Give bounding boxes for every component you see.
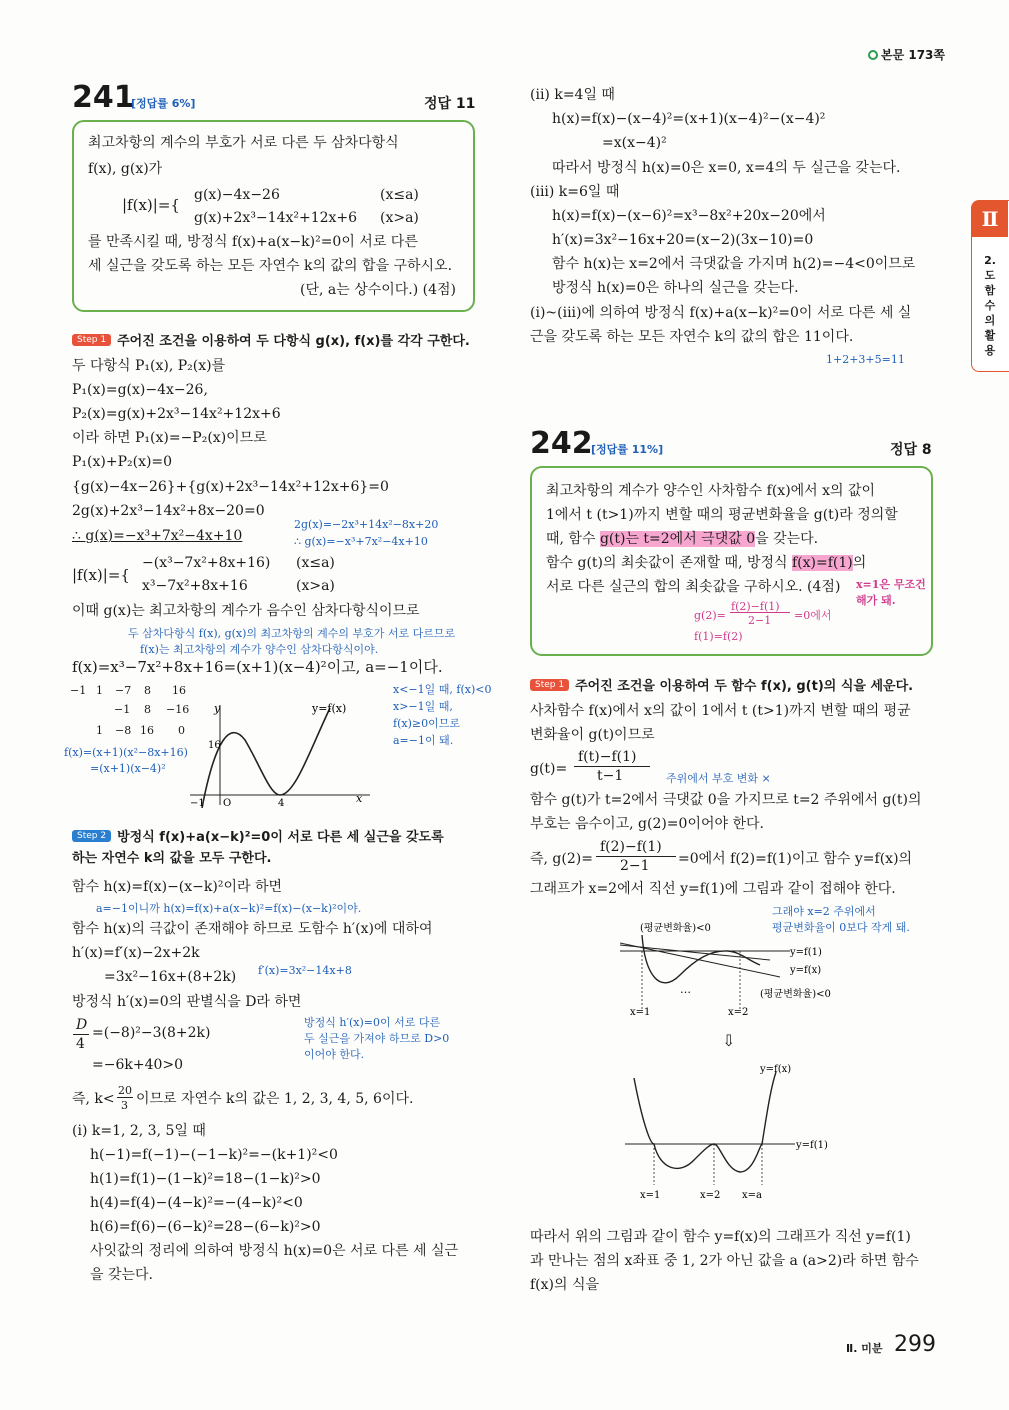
p241-s2-line: 을 갖는다. xyxy=(90,1267,153,1283)
step-title: 주어진 조건을 이용하여 두 함수 f(x), g(t)의 식을 세운다. xyxy=(575,679,914,694)
p241-step1-header xyxy=(72,330,470,349)
p242-s1-line: 사차함수 f(x)에서 x의 값이 1에서 t (t>1)까지 변할 때의 평균 xyxy=(530,703,911,719)
graph-241-fx xyxy=(180,700,380,810)
g1-tick-m1: −1 xyxy=(190,798,205,809)
synth-cell: 0 xyxy=(178,724,185,737)
p241-s1-line: 이라 하면 P₁(x)=−P₂(x)이므로 xyxy=(72,430,267,446)
p242-problem-line: 최고차항의 계수가 양수인 사차함수 f(x)에서 x의 값이 xyxy=(546,483,876,499)
circle-bullet-icon xyxy=(868,50,878,60)
p242-problem-highlight: f(x)=f(1) xyxy=(792,555,853,571)
p242-step1-header xyxy=(530,675,913,694)
fig1-left-label: (평균변화율)<0 xyxy=(640,923,711,934)
p242-problem-note: f(1)=f(2) xyxy=(694,630,743,643)
p242-s1-line: g(t)= xyxy=(530,761,568,777)
p241-s2-line: h(−1)=f(−1)−(−1−k)²=−(k+1)²<0 xyxy=(90,1147,338,1163)
p242-s1-line: 과 만나는 점의 x좌표 중 1, 2가 아닌 값을 a (a>2)라 하면 함수 xyxy=(530,1253,919,1269)
synth-cell: −7 xyxy=(115,684,132,697)
p241-s1-line: |f(x)|={ xyxy=(72,566,130,584)
p242-problem-note: x=1은 무조건 xyxy=(856,578,926,591)
step-title: 주어진 조건을 이용하여 두 다항식 g(x), f(x)를 각각 구한다. xyxy=(117,334,470,349)
p241-s1-line: −(x³−7x²+8x+16) xyxy=(142,555,271,571)
step-title-2: 하는 자연수 k의 값을 모두 구한다. xyxy=(72,851,272,866)
synth-cell: −1 xyxy=(114,703,131,716)
footer-section: Ⅱ. 미분 xyxy=(846,1342,883,1355)
synth-cell: 1 xyxy=(96,724,103,737)
p241-s2-line: h(6)=f(6)−(6−k)²=28−(6−k)²>0 xyxy=(90,1219,321,1235)
p241-s2-line: h′(x)=f′(x)−2x+2k xyxy=(72,945,200,961)
p241-r-line: h(x)=f(x)−(x−4)²=(x+1)(x−4)²−(x−4)² xyxy=(552,111,826,127)
header-ref: 본문 173쪽 xyxy=(868,46,945,64)
p241-s2-line: 즉, k< xyxy=(72,1091,115,1107)
p241-s2-line: 이므로 자연수 k의 값은 1, 2, 3, 4, 5, 6이다. xyxy=(136,1091,414,1107)
synth-cell: −8 xyxy=(115,724,132,737)
fig2-yf1-label: y=f(1) xyxy=(796,1140,828,1151)
synth-cell: 16 xyxy=(172,684,186,697)
p241-s1-note: x<−1일 때, f(x)<0 xyxy=(393,683,492,696)
synth-note: f(x)=(x+1)(x²−8x+16) xyxy=(64,746,188,759)
chapter-title: 2.도함수의활용 xyxy=(984,254,996,357)
p241-r-line: h′(x)=3x²−16x+20=(x−2)(3x−10)=0 xyxy=(552,232,814,248)
synth-cell: 16 xyxy=(140,724,154,737)
p241-s2-frac-num: 20 xyxy=(118,1084,132,1097)
p241-s2-frac-num: D xyxy=(76,1017,88,1033)
p241-s2-note: 방정식 h′(x)=0이 서로 다른 xyxy=(304,1016,441,1029)
fig1-dots: … xyxy=(680,983,691,996)
p241-problem-line: (단, a는 상수이다.) (4점) xyxy=(300,282,457,298)
p241-s1-note: ∴ g(x)=−x³+7x²−4x+10 xyxy=(294,535,428,548)
p242-s1-line: f(x)의 식을 xyxy=(530,1277,600,1293)
p242-problem-seg: 의 xyxy=(852,555,867,571)
p241-s1-note: x>−1일 때, xyxy=(393,700,453,713)
step-badge: Step 2 xyxy=(72,830,111,842)
p241-s2-line: h(1)=f(1)−(1−k)²=18−(1−k)²>0 xyxy=(90,1171,321,1187)
synth-cell: 8 xyxy=(144,703,151,716)
p241-r-note: 1+2+3+5=11 xyxy=(826,353,905,366)
p242-problem-line xyxy=(546,530,818,548)
p241-s2-line: 함수 h(x)의 극값이 존재해야 하므로 도함수 h′(x)에 대하여 xyxy=(72,921,433,937)
p242-s1-frac-num: f(2)−f(1) xyxy=(600,839,662,855)
p241-problem-line: 세 실근을 갖도록 하는 모든 자연수 k의 값의 합을 구하시오. xyxy=(88,258,453,274)
synth-cell: −1 xyxy=(70,684,87,697)
p241-r-line: 함수 h(x)는 x=2에서 극댓값을 가지며 h(2)=−4<0이므로 xyxy=(552,256,916,272)
p241-s2-line: 함수 h(x)=f(x)−(x−k)²이라 하면 xyxy=(72,879,282,895)
p242-s1-frac-num: f(t)−f(1) xyxy=(578,749,637,765)
p241-problem-line: f(x), g(x)가 xyxy=(88,161,163,177)
p242-problem-highlight: g(t)는 t=2에서 극댓값 0 xyxy=(599,531,756,547)
p241-r-line: =x(x−4)² xyxy=(602,135,667,151)
synth-cell: 1 xyxy=(96,684,103,697)
figure-242-tangent xyxy=(620,915,850,1020)
p242-s1-line: 부호는 음수이고, g(2)=0이어야 한다. xyxy=(530,816,764,832)
p241-r-line: (i)~(iii)에 의하여 방정식 f(x)+a(x−k)²=0이 서로 다른 세 실 xyxy=(530,305,912,321)
p241-s2-line: =3x²−16x+(8+2k) xyxy=(104,969,237,985)
g1-tick-16: 16 xyxy=(208,740,221,751)
p241-r-line: h(x)=f(x)−(x−6)²=x³−8x²+20x−20에서 xyxy=(552,208,826,224)
p242-s1-note: 평균변화율이 0보다 작게 돼. xyxy=(772,921,910,934)
p242-problem-note: 해가 돼. xyxy=(856,594,896,607)
chapter-roman: Ⅱ xyxy=(972,201,1008,237)
page-number: 299 xyxy=(894,1332,936,1357)
g1-fn-label: y=f(x) xyxy=(312,702,347,715)
p242-problem-note: g(2)= xyxy=(694,609,726,622)
chapter-side-tab xyxy=(971,200,1009,372)
p241-s1-line: P₂(x)=g(x)+2x³−14x²+12x+6 xyxy=(72,406,281,422)
p241-r-line: 근을 갖도록 하는 모든 자연수 k의 값의 합은 11이다. xyxy=(530,329,854,345)
p242-problem-line: 서로 다른 실근의 합의 최솟값을 구하시오. (4점) xyxy=(546,579,841,595)
p241-s1-line: 이때 g(x)는 최고차항의 계수가 음수인 삼차다항식이므로 xyxy=(72,603,420,619)
problem-242-rate: [정답률 11%] xyxy=(591,443,664,456)
p242-s1-line: 따라서 위의 그림과 같이 함수 y=f(x)의 그래프가 직선 y=f(1) xyxy=(530,1229,911,1245)
p241-problem-line: g(x)−4x−26 xyxy=(194,187,280,203)
synth-note: =(x+1)(x−4)² xyxy=(90,762,166,775)
p241-s1-line: P₁(x)+P₂(x)=0 xyxy=(72,454,173,470)
p242-s1-line: 즉, g(2)= xyxy=(530,851,593,867)
p241-s2-frac-den: 3 xyxy=(121,1099,128,1112)
fig2-x2-label: x=2 xyxy=(700,1190,721,1201)
step-badge: Step 1 xyxy=(530,679,569,691)
step-badge: Step 1 xyxy=(72,334,111,346)
figure-242-graph xyxy=(620,1060,850,1205)
p241-s1-line: P₁(x)=g(x)−4x−26, xyxy=(72,382,208,398)
p242-problem-note: =0에서 xyxy=(794,609,832,622)
p241-s1-line: f(x)=x³−7x²+8x+16=(x+1)(x−4)²이고, a=−1이다. xyxy=(72,658,443,676)
problem-241-answer: 정답 11 xyxy=(424,96,476,112)
p242-s1-line: 함수 g(t)가 t=2에서 극댓값 0을 가지므로 t=2 주위에서 g(t)의 xyxy=(530,792,922,808)
g1-tick-4: 4 xyxy=(278,798,285,809)
fig2-yfx-label: y=f(x) xyxy=(760,1064,792,1075)
p242-s1-note: 그래야 x=2 주위에서 xyxy=(772,905,876,918)
g1-origin: O xyxy=(223,798,232,809)
fig1-yfx-label: y=f(x) xyxy=(790,965,822,976)
p241-s2-note: 두 실근을 가져야 하므로 D>0 xyxy=(304,1032,450,1045)
p242-s1-note: 주위에서 부호 변화 × xyxy=(666,772,771,785)
fig2-xa-label: x=a xyxy=(742,1190,762,1201)
p241-s2-line: =(−8)²−3(8+2k) xyxy=(92,1025,211,1041)
p241-s1-note: f(x)≥0이므로 xyxy=(393,717,460,730)
p241-s2-frac-den: 4 xyxy=(76,1036,85,1052)
p241-s1-line: (x≤a) xyxy=(296,555,335,571)
p242-problem-line xyxy=(546,554,866,572)
p241-s2-line: h(4)=f(4)−(4−k)²=−(4−k)²<0 xyxy=(90,1195,303,1211)
p241-s1-note: 두 삼차다항식 f(x), g(x)의 최고차항의 계수의 부호가 서로 다르므로 xyxy=(128,627,456,640)
p241-s1-line: 두 다항식 P₁(x), P₂(x)를 xyxy=(72,358,226,374)
p241-s1-note: 2g(x)=−2x³+14x²−8x+20 xyxy=(294,518,439,531)
p241-s1-note: a=−1이 돼. xyxy=(393,734,454,747)
synth-cell: 8 xyxy=(144,684,151,697)
problem-242-number: 242 xyxy=(530,426,593,461)
p242-problem-note: 2−1 xyxy=(748,614,772,627)
problem-242-answer: 정답 8 xyxy=(890,442,932,458)
p242-s1-line: =0에서 f(2)=f(1)이고 함수 y=f(x)의 xyxy=(678,851,913,867)
p241-s1-line: (x>a) xyxy=(296,578,335,594)
p241-problem-line: g(x)+2x³−14x²+12x+6 xyxy=(194,210,358,226)
p242-problem-seg: 함수 g(t)의 최솟값이 존재할 때, 방정식 xyxy=(546,555,792,571)
g1-y-label: y xyxy=(214,702,221,715)
p241-s1-note: f(x)는 최고차항의 계수가 양수인 삼차다항식이야. xyxy=(140,643,379,656)
p241-s2-line: 사잇값의 정리에 의하여 방정식 h(x)=0은 서로 다른 세 실근 xyxy=(90,1243,459,1259)
p242-s1-line: 변화율이 g(t)이므로 xyxy=(530,727,655,743)
p242-problem-line: 1에서 t (t>1)까지 변할 때의 평균변화율을 g(t)라 정의할 xyxy=(546,507,898,523)
p242-problem-seg: 때, 함수 xyxy=(546,531,600,547)
p241-s2-line: (i) k=1, 2, 3, 5일 때 xyxy=(72,1123,206,1139)
synth-cell: −16 xyxy=(166,703,190,716)
fig1-x1-label: x=1 xyxy=(630,1007,651,1018)
problem-241-number: 241 xyxy=(72,80,135,115)
p242-s1-frac-den: t−1 xyxy=(597,768,624,784)
p241-s2-note: a=−1이니까 h(x)=f(x)+a(x−k)²=f(x)−(x−k)²이야. xyxy=(96,902,362,915)
p241-s2-line: =−6k+40>0 xyxy=(92,1057,184,1073)
p241-s1-line: x³−7x²+8x+16 xyxy=(142,578,248,594)
p241-r-line: 방정식 h(x)=0은 하나의 실근을 갖는다. xyxy=(552,280,799,296)
g1-x-label: x xyxy=(356,792,363,805)
fig1-x2-label: x=2 xyxy=(728,1007,749,1018)
fig1-yf1-label: y=f(1) xyxy=(790,947,822,958)
p241-s2-note: f′(x)=3x²−14x+8 xyxy=(258,964,352,977)
down-arrow-icon: ⇩ xyxy=(722,1031,736,1050)
p241-s2-note: 이어야 한다. xyxy=(304,1048,365,1061)
p241-step2-header xyxy=(72,826,444,845)
p242-problem-seg: 을 갖는다. xyxy=(755,531,819,547)
p242-s1-frac-den: 2−1 xyxy=(620,858,650,874)
p241-s2-line: 방정식 h′(x)=0의 판별식을 D라 하면 xyxy=(72,994,302,1010)
p242-problem-note: f(2)−f(1) xyxy=(731,600,780,613)
p241-problem-line: 최고차항의 계수의 부호가 서로 다른 두 삼차다항식 xyxy=(88,135,399,151)
p241-s1-line: {g(x)−4x−26}+{g(x)+2x³−14x²+12x+6}=0 xyxy=(72,479,389,495)
p241-r-line: (ii) k=4일 때 xyxy=(530,87,615,103)
fig1-right-label: (평균변화율)<0 xyxy=(760,989,831,1000)
p241-problem-line: |f(x)|={ xyxy=(122,196,180,214)
p242-s1-line: 그래프가 x=2에서 직선 y=f(1)에 그림과 같이 접해야 한다. xyxy=(530,881,896,897)
p241-problem-line: (x>a) xyxy=(380,210,419,226)
p241-s1-line: 2g(x)+2x³−14x²+8x−20=0 xyxy=(72,503,265,519)
p241-r-line: (iii) k=6일 때 xyxy=(530,184,620,200)
step-title: 방정식 f(x)+a(x−k)²=0이 서로 다른 세 실근을 갖도록 xyxy=(117,830,444,845)
p241-r-line: 따라서 방정식 h(x)=0은 x=0, x=4의 두 실근을 갖는다. xyxy=(552,160,901,176)
p241-s1-line: ∴ g(x)=−x³+7x²−4x+10 xyxy=(72,528,243,544)
problem-241-rate: [정답률 6%] xyxy=(131,97,196,110)
p241-problem-line: (x≤a) xyxy=(380,187,419,203)
p241-problem-line: 를 만족시킬 때, 방정식 f(x)+a(x−k)²=0이 서로 다른 xyxy=(88,234,418,250)
fig2-x1-label: x=1 xyxy=(640,1190,661,1201)
